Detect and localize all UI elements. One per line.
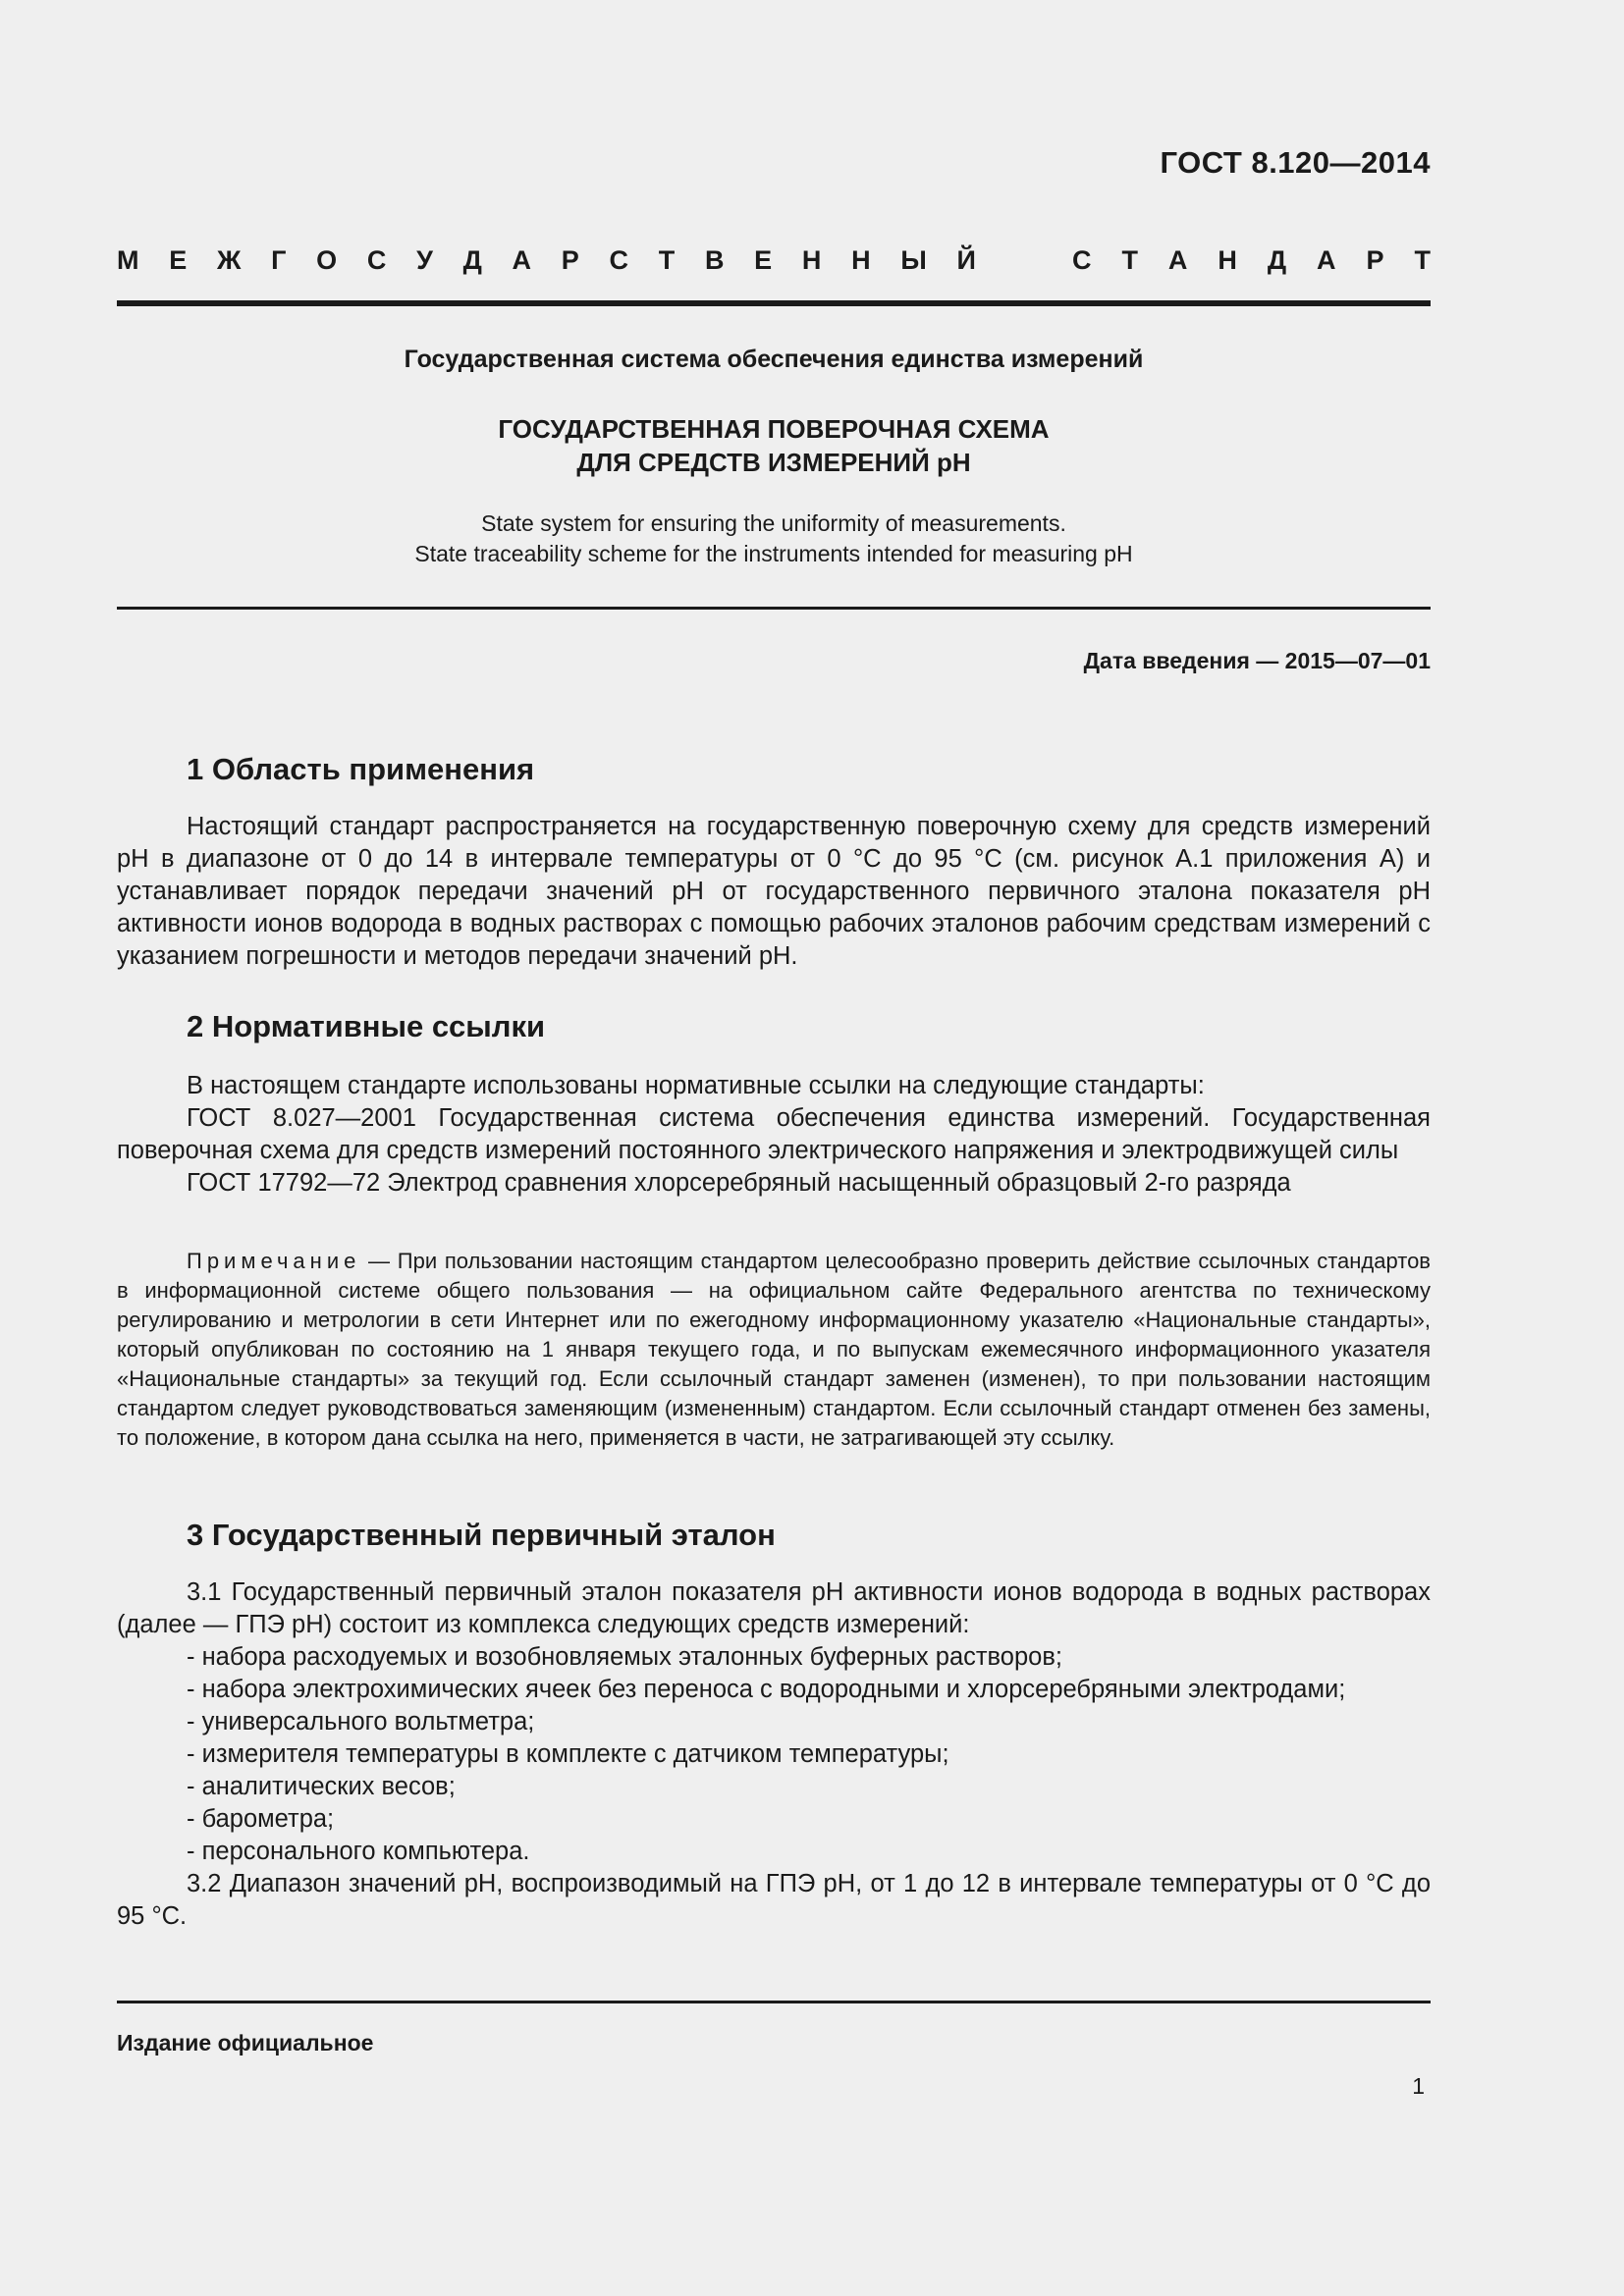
- english-title-line-2: State traceability scheme for the instruments intended for measuring pH: [414, 541, 1133, 566]
- banner-letter: Н: [1218, 245, 1237, 275]
- section-2-heading: 2 Нормативные ссылки: [187, 1009, 546, 1043]
- banner-letter: Ы: [900, 245, 927, 275]
- note-text: — При пользовании настоящим стандартом целесообразно проверить действие ссылочных стандартов в информационной системе общего пользования — на официальном сайте Федерального агентства по техническому регулированию и метрологии в сети Интернет или по ежегодному информационному указателю «Национальные стандарты», который опубликован по состоянию на 1 января текущего года, и по выпускам ежемесячного информационного указателя «Национальные стандарты» за текущий год. Если ссылочный стандарт заменен (изменен), то при пользовании настоящим стандартом следует руководствоваться заменяющим (измененным) стандартом. Если ссылочный стандарт отменен без замены, то положение, в котором дана ссылка на него, применяется в части, не затрагивающей эту ссылку.: [117, 1249, 1431, 1450]
- document-number: ГОСТ 8.120—2014: [1160, 145, 1431, 180]
- reference-item: ГОСТ 17792—72 Электрод сравнения хлорсеребряный насыщенный образцовый 2-го разряда: [187, 1169, 1291, 1197]
- banner-letter: Е: [169, 245, 188, 275]
- title-divider: [117, 607, 1431, 610]
- interstate-standard-banner: [117, 245, 1431, 276]
- clause-3-2: 3.2 Диапазон значений pH, воспроизводимый на ГПЭ pH, от 1 до 12 в интервале температуры от 0 °С до 95 °С.: [117, 1870, 1431, 1930]
- banner-letter: Е: [754, 245, 773, 275]
- standard-word: [1072, 245, 1431, 276]
- header-divider: [117, 300, 1431, 306]
- banner-letter: У: [416, 245, 433, 275]
- section-3-body: [117, 1576, 1431, 1933]
- system-title: Государственная система обеспечения единства измерений: [404, 346, 1144, 373]
- note-label: Примечание: [187, 1249, 361, 1273]
- banner-letter: А: [1167, 245, 1188, 275]
- title-line-1: ГОСУДАРСТВЕННАЯ ПОВЕРОЧНАЯ СХЕМА: [498, 414, 1050, 444]
- footer-divider: [117, 2001, 1431, 2003]
- banner-letter: Р: [561, 245, 579, 275]
- banner-letter: Д: [462, 245, 482, 275]
- banner-letter: Д: [1267, 245, 1287, 275]
- list-item: - универсального вольтметра;: [187, 1708, 535, 1735]
- interstate-word: [117, 245, 976, 276]
- reference-item: ГОСТ 8.027—2001 Государственная система обеспечения единства измерений. Государственная поверочная схема для средств измерений постоянного электрического напряжения и электродвижущей силы: [117, 1104, 1431, 1164]
- banner-letter: О: [316, 245, 338, 275]
- references-note: [117, 1247, 1431, 1453]
- banner-letter: М: [117, 245, 139, 275]
- banner-letter: Н: [801, 245, 822, 275]
- list-item: - набора расходуемых и возобновляемых эталонных буферных растворов;: [187, 1643, 1062, 1671]
- list-item: - барометра;: [187, 1805, 335, 1833]
- banner-letter: Ж: [216, 245, 242, 275]
- english-title: [117, 508, 1431, 569]
- section-2-body: [117, 1070, 1431, 1200]
- banner-letter: С: [1072, 245, 1092, 275]
- banner-letter: Т: [658, 245, 676, 275]
- section-1-body: [117, 811, 1431, 973]
- document-page: [117, 0, 1431, 2296]
- banner-letter: С: [366, 245, 387, 275]
- banner-letter: Р: [1366, 245, 1384, 275]
- clause-3-1: 3.1 Государственный первичный эталон показателя pH активности ионов водорода в водных растворах (далее — ГПЭ pH) состоит из комплекса следующих средств измерений:: [117, 1578, 1431, 1638]
- banner-letter: С: [609, 245, 628, 275]
- banner-letter: Н: [851, 245, 871, 275]
- list-item: - персонального компьютера.: [187, 1838, 530, 1865]
- note-paragraph: [117, 1247, 1431, 1453]
- page-number: 1: [1412, 2073, 1425, 2099]
- banner-letter: А: [1317, 245, 1336, 275]
- title-line-2: ДЛЯ СРЕДСТВ ИЗМЕРЕНИЙ pH: [576, 448, 971, 477]
- section-1-heading: 1 Область применения: [187, 752, 535, 786]
- introduction-date: Дата введения — 2015—07—01: [1083, 648, 1431, 673]
- official-edition-label: Издание официальное: [117, 2030, 374, 2056]
- references-intro: В настоящем стандарте использованы нормативные ссылки на следующие стандарты:: [187, 1072, 1205, 1099]
- document-title: [117, 412, 1431, 479]
- section-3-heading: 3 Государственный первичный эталон: [187, 1518, 776, 1552]
- banner-letter: В: [704, 245, 725, 275]
- english-title-line-1: State system for ensuring the uniformity of measurements.: [481, 510, 1066, 536]
- banner-letter: А: [512, 245, 532, 275]
- banner-letter: Г: [271, 245, 287, 275]
- list-item: - аналитических весов;: [187, 1773, 456, 1800]
- section-1-paragraph: Настоящий стандарт распространяется на государственную поверочную схему для средств измерений pH в диапазоне от 0 до 14 в интервале температуры от 0 °С до 95 °С (см. рисунок А.1 приложения А) и устанавливает порядок передачи значений pH от государственного первичного эталона показателя pH активности ионов водорода в водных растворах с помощью рабочих эталонов рабочим средствам измерений с указанием погрешности и методов передачи значений pH.: [117, 813, 1431, 970]
- banner-letter: Т: [1414, 245, 1431, 275]
- banner-letter: Й: [956, 245, 976, 275]
- banner-letter: Т: [1121, 245, 1138, 275]
- list-item: - набора электрохимических ячеек без переноса с водородными и хлорсеребряными электродами;: [187, 1676, 1346, 1703]
- list-item: - измерителя температуры в комплекте с датчиком температуры;: [187, 1740, 949, 1768]
